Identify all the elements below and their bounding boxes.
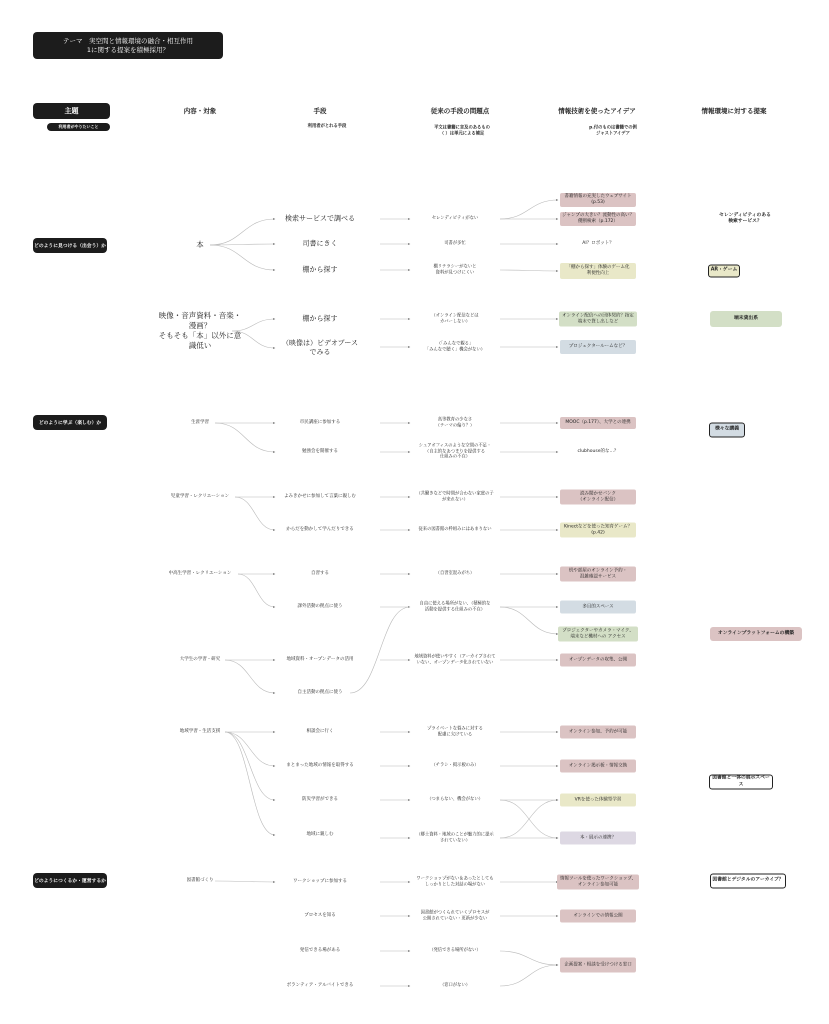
target-lifelong: 生涯学習 — [191, 420, 209, 426]
connector-line — [215, 423, 275, 452]
target-teens: 中高生学習・レクリエーション — [168, 571, 232, 577]
problem-item: （発信できる場所がない） — [429, 948, 481, 954]
idea-box: オンライン配信への団体契約？指定 端末で貸し出しなど — [559, 312, 637, 327]
idea-box: 情報ツールを使ったワークショップ、 オンライン参加可能 — [557, 875, 639, 890]
target-books: 本 — [196, 240, 204, 250]
means-item: 地域資料・オープンデータの活用 — [286, 657, 354, 663]
means-item: 棚から探す — [302, 265, 338, 274]
connector-line — [238, 574, 275, 607]
connector-line — [500, 800, 558, 838]
means-item: 地域に親しむ — [306, 832, 334, 838]
means-item: 検索サービスで調べる — [285, 214, 355, 223]
idea-box: 書籍情報の充実したウェブサイト (p.53) — [560, 193, 636, 207]
problem-item: （「みんなで観る」 「みんなで聴く」機会がない） — [424, 341, 486, 352]
header-problems: 従来の手段の問題点 — [430, 106, 490, 115]
header-main: 主題 — [33, 103, 110, 119]
proposal-device-lending: 端末貸出系 — [710, 311, 782, 327]
idea-box: 本・展示の連携？ — [560, 832, 636, 845]
connector-line — [500, 270, 558, 271]
proposal-digital-archive: 図書館とデジタルのアーカイブ？ — [710, 874, 786, 889]
means-item: 自習する — [311, 571, 329, 577]
connector-line — [500, 965, 558, 986]
connector-line — [225, 732, 275, 800]
problem-item: 司書が多忙 — [444, 241, 466, 247]
idea-box: プロジェクターやカメラ・マイク、 端末など機材への アクセス — [558, 627, 638, 642]
theme-create: どのようにつくるか・運営するか — [33, 873, 107, 888]
problem-item: シェアオフィスのような空間の不足・ （自主的なあつまりを提供する 仕組みの不在） — [418, 443, 492, 460]
connector-line — [225, 732, 275, 835]
idea-box: プロジェクタールームなど？ — [560, 340, 636, 354]
header-ideas-sub: p.付のものは書籍での例 ジャストアイデア — [589, 125, 637, 136]
header-problems-sub: 平文は書籍に言及のあるもの （ ）は単元による補足 — [434, 125, 490, 136]
means-item: 市民講座に参加する — [299, 420, 341, 426]
idea-box: 企画提案・相談を受けつける窓口 — [560, 958, 636, 973]
idea-box: clubhouse的な…？ — [577, 449, 619, 455]
means-item: 相談会に行く — [306, 729, 334, 735]
idea-box: オンラインでの情報公開 — [560, 910, 636, 923]
problem-item: ワークショップがない＆あったとしても しっかりとした対話の場がない — [416, 876, 494, 887]
idea-box: 机や部屋のオンライン予約・ 混雑確認サービス — [560, 567, 636, 582]
header-target: 内容・対象 — [183, 106, 217, 115]
connector-line — [225, 732, 275, 766]
problem-item: （オンライン配信などは カバーしない） — [431, 313, 479, 324]
target-community: 地域学習・生活支援 — [179, 729, 221, 735]
idea-box: ジャンプの大きい？流動性の高い？ 優断検索（p.172） — [560, 212, 636, 226]
problem-item: （共働きなどで時間が合わない家庭の子 が来れない） — [416, 491, 494, 502]
connector-line — [500, 951, 558, 965]
header-means: 手段 — [313, 106, 327, 115]
header-proposals: 情報環境に対する提案 — [701, 106, 767, 115]
means-item: （映像は）ビデオブース でみる — [281, 338, 359, 356]
means-item: よみきかせに参加して言葉に親しむ — [284, 494, 356, 500]
means-item: 棚から探す — [302, 314, 338, 323]
means-item: 防災学習ができる — [302, 797, 338, 803]
idea-box: オープンデータの収集、公開 — [560, 654, 636, 667]
header-means-sub: 利用者がとれる手段 — [307, 124, 347, 130]
problem-item: 図書館がつくられていくプロセスが 公開されていない・更新が少ない — [420, 910, 490, 921]
means-item: 課外活動の拠点に使う — [297, 604, 343, 610]
proposal-online-platform: オンラインプラットフォームの構築 — [710, 627, 802, 641]
means-item: 司書にきく — [302, 239, 338, 248]
proposal-exhibition-space: 図書館と一体の展示スペース — [709, 775, 773, 790]
proposal-serendipity-search: セレンディピティのある 検索サービス？ — [719, 212, 771, 224]
problem-item: （自習室混みがち） — [435, 571, 475, 577]
connector-line — [500, 200, 558, 219]
idea-box: Kinectなどを使った知育ゲーム？ (p.42) — [560, 523, 636, 538]
problem-item: 地域資料が使いやすく（アーカイブされて いない、オープンデータ化されていない — [414, 654, 496, 665]
idea-box: VRを使った体験型学習 — [560, 794, 636, 807]
target-media: 映像・音声資料・音楽・ 漫画？ そもそも「本」以外に意 識低い — [158, 310, 242, 351]
target-library-building: 図書館づくり — [186, 878, 214, 884]
means-item: 発信できる場がある — [299, 948, 341, 954]
problem-item: （郷土資料・地域のことが魅力的に提示 されていない） — [416, 832, 494, 843]
connector-line — [215, 881, 275, 882]
means-item: ワークショップに参加する — [293, 879, 347, 885]
means-item: からだを動かして学んだりできる — [286, 527, 354, 533]
connector-line — [210, 219, 275, 245]
problem-item: 従来の図書館の枠組みにはあまりない — [418, 527, 492, 533]
problem-item: 棚リテラシーがないと 資料が見つけにくい — [433, 264, 477, 275]
target-children: 児童学習・レクリエーション — [170, 494, 230, 500]
proposal-various-lectures: 様々な講義 — [709, 423, 745, 438]
connector-line — [235, 497, 275, 530]
idea-box: オンライン参加、予約が可能 — [560, 726, 636, 739]
means-item: 自主活動の拠点に使う — [297, 690, 343, 696]
header-main-sub: 利用者がやりたいこと — [47, 123, 110, 131]
connector-line — [210, 245, 275, 270]
problem-item: （チラシ・掲示板のみ） — [431, 763, 479, 769]
header-ideas: 情報技術を使ったアイデア — [558, 106, 636, 115]
theme-find: どのように見つける（出会う）か — [33, 238, 107, 253]
theme-learn: どのように学ぶ（楽しむ）か — [33, 415, 107, 430]
means-item: ボランティア・アルバイトできる — [286, 983, 354, 989]
theme-subtitle: 1に関する提案を積極採用？ — [86, 45, 170, 54]
problem-item: 高等教育の少なさ （テーマの偏り？） — [435, 417, 475, 428]
target-university: 大学生の学習・研究 — [179, 657, 221, 663]
connector-line — [225, 660, 275, 693]
theme-title: テーマ 実空間と情報環境の融合・相互作用 — [63, 36, 193, 45]
idea-box: 読み聞かせバンク （オンライン配信） — [560, 490, 636, 505]
connector-line — [350, 607, 410, 693]
problem-item: （窓口がない） — [439, 983, 471, 989]
means-item: まとまった地域の情報を取得する — [286, 763, 354, 769]
means-item: 勉強会を開催する — [302, 449, 338, 455]
problem-item: 自由に使える場所がない、（積極的な 活動を提供する仕組みの不在） — [419, 601, 491, 612]
problem-item: プライベートな悩みに対する 配慮に欠けている — [427, 726, 483, 737]
idea-box: MOOC（p.177）、大学との連携 — [560, 417, 636, 429]
connector-line — [500, 607, 558, 634]
idea-box: AI？ロボット？ — [582, 241, 614, 247]
idea-box: オンライン掲示板・情報交換 — [560, 760, 636, 773]
means-item: プロセスを知る — [304, 913, 336, 919]
idea-box: 「棚から探す」体験のゲーム化 利便性向上 — [560, 263, 636, 279]
theme-box — [33, 32, 223, 59]
idea-box: 多目的スペース — [560, 601, 636, 614]
proposal-ar-game: AR・ゲーム — [708, 265, 740, 278]
problem-item: （つまらない、機会がない） — [427, 797, 483, 803]
problem-item: セレンディピティがない — [431, 216, 479, 222]
